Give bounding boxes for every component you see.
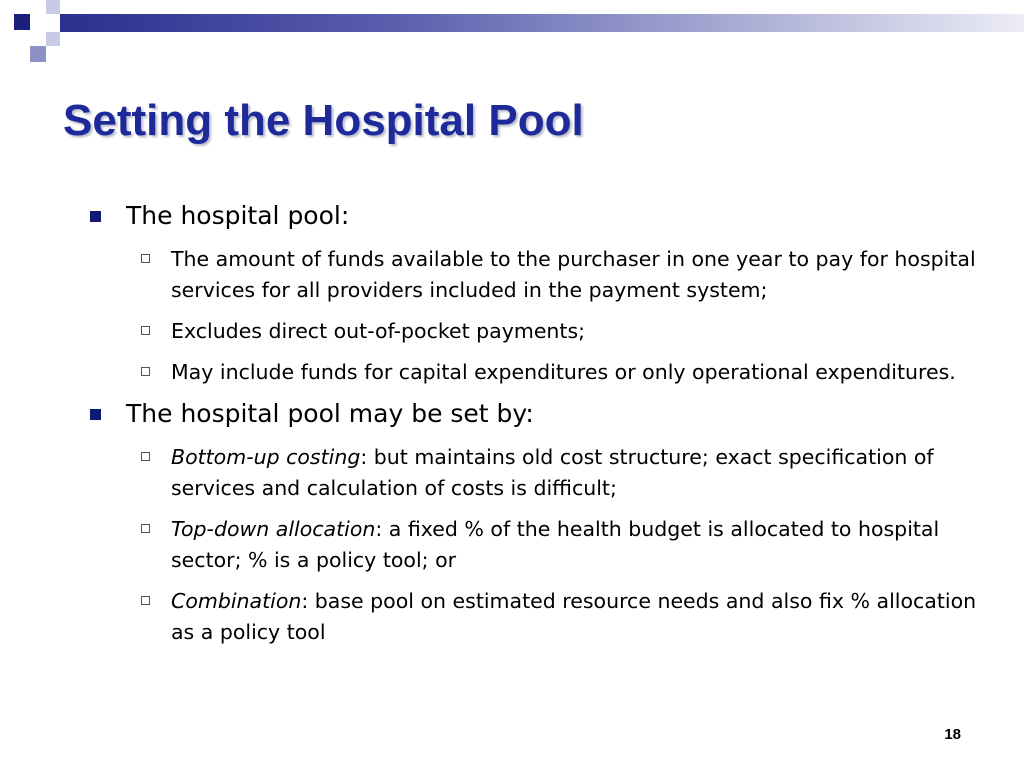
square-bullet-icon xyxy=(90,211,101,222)
slide-content xyxy=(86,200,986,658)
sub-bullet-text: The amount of funds available to the purchaser in one year to pay for hospital services for all providers included in the payment system; xyxy=(171,247,976,302)
sub-bullet-text: : a fixed % of the health budget is allocated to hospital sector; % is a policy tool; or xyxy=(171,517,940,572)
sub-bullet-text: Excludes direct out-of-pocket payments; xyxy=(171,319,586,343)
sub-bullet-bottom-up xyxy=(86,442,986,504)
bullet-text: The hospital pool may be set by: xyxy=(126,399,534,428)
hollow-square-bullet-icon xyxy=(141,596,150,605)
bullet-pool-set-by xyxy=(86,398,986,430)
hollow-square-bullet-icon xyxy=(141,326,150,335)
bullet-hospital-pool xyxy=(86,200,986,232)
bullet-text: The hospital pool: xyxy=(126,201,350,230)
sub-bullet-lead: Combination xyxy=(171,589,302,613)
header-square-light-top xyxy=(46,0,60,14)
square-bullet-icon xyxy=(90,409,101,420)
sub-bullet-lead: Top-down allocation xyxy=(171,517,376,541)
sub-bullet-combination xyxy=(86,586,986,648)
sub-bullet-lead: Bottom-up costing xyxy=(171,445,361,469)
header-square-mid xyxy=(30,46,46,62)
hollow-square-bullet-icon xyxy=(141,254,150,263)
sub-bullet-amount-of-funds xyxy=(86,244,986,306)
hollow-square-bullet-icon xyxy=(141,367,150,376)
sub-bullet-may-include xyxy=(86,357,986,388)
header-square-dark xyxy=(14,14,30,30)
header-gradient-bar xyxy=(60,14,1024,32)
hollow-square-bullet-icon xyxy=(141,452,150,461)
sub-bullet-text: : but maintains old cost structure; exact specification of services and calculation of costs is difficult; xyxy=(171,445,934,500)
slide-title: Setting the Hospital Pool xyxy=(63,96,584,145)
sub-bullet-text: : base pool on estimated resource needs and also fix % allocation as a policy tool xyxy=(171,589,977,644)
sub-bullet-top-down xyxy=(86,514,986,576)
header-square-light-bottom xyxy=(46,32,60,46)
page-number: 18 xyxy=(944,726,961,743)
hollow-square-bullet-icon xyxy=(141,524,150,533)
sub-bullet-text: May include funds for capital expenditures or only operational expenditures. xyxy=(171,360,956,384)
sub-bullet-excludes xyxy=(86,316,986,347)
